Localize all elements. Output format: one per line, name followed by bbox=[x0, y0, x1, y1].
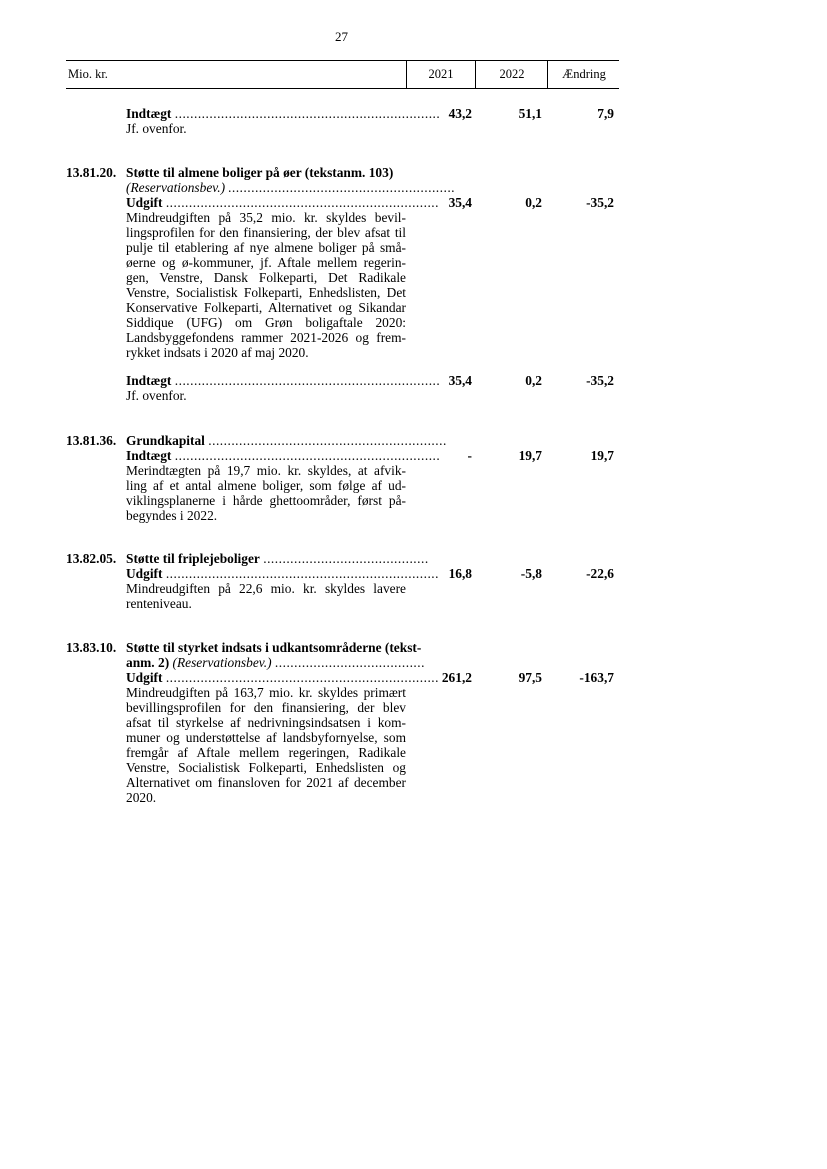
income-row: Indtægt ..................................................................... bbox=[126, 373, 441, 388]
section-title-line2: anm. 2) (Reservationsbev.) ....................................... bbox=[126, 655, 425, 670]
section-title: Støtte til almene boliger på øer (tekstanm. 103) bbox=[126, 165, 394, 180]
income-row: Indtægt ..................................................................... bbox=[126, 106, 441, 121]
section-title-line1: Støtte til styrket indsats i udkantsområderne (tekst- bbox=[126, 640, 422, 655]
value-2022: 0,2 bbox=[525, 373, 542, 388]
expense-description: Mindreudgiften på 22,6 mio. kr. skyldes lavere renteniveau. bbox=[126, 581, 406, 611]
value-2021: 16,8 bbox=[448, 566, 472, 581]
income-description: Jf. ovenfor. bbox=[126, 121, 187, 136]
value-2022: 0,2 bbox=[525, 195, 542, 210]
expense-row: Udgift ....................................................................... bbox=[126, 670, 439, 685]
value-change: -35,2 bbox=[586, 195, 614, 210]
section-title: Støtte til friplejeboliger ........................................... bbox=[126, 551, 429, 566]
subtitle-row: (Reservationsbev.) ........................................................... bbox=[126, 180, 456, 195]
header-unit: Mio. kr. bbox=[68, 67, 108, 81]
table-header bbox=[66, 60, 619, 89]
income-description: Merindtægten på 19,7 mio. kr. skyldes, at afvik- ling af et antal almene boliger, som følge af ud- viklingsplanerne i hårde ghettoområder, først på- begyndes i 2022. bbox=[126, 463, 406, 523]
value-2022: -5,8 bbox=[520, 566, 542, 581]
income-row: Indtægt ..................................................................... bbox=[126, 448, 441, 463]
section-title: Grundkapital .............................................................. bbox=[126, 433, 447, 448]
section-number: 13.81.20. bbox=[66, 165, 117, 180]
value-change: -163,7 bbox=[579, 670, 614, 685]
expense-description: Mindreudgiften på 35,2 mio. kr. skyldes bevil- lingsprofilen for den finansiering, der blev afsat til pulje til etablering af nye almene boliger på små- øerne og ø-kommuner, jf. Aftale mellem regerin- gen, Venstre, Dansk Folkeparti, Det Radikale Venstre, Socialistisk Folkeparti, Enhedslisten, Det Konservative Folkeparti, Alternativet og Sikandar Siddique (UFG) om Grøn boligaftale 2020: Landsbyggefondens rammer 2021-2026 og frem- rykket indsats i 2020 af maj 2020. bbox=[126, 210, 406, 360]
value-2022: 97,5 bbox=[518, 670, 542, 685]
value-change: 7,9 bbox=[597, 106, 614, 121]
value-2021: 35,4 bbox=[448, 373, 472, 388]
section-number: 13.81.36. bbox=[66, 433, 117, 448]
page-number: 27 bbox=[335, 29, 348, 44]
income-description: Jf. ovenfor. bbox=[126, 388, 187, 403]
value-change: -35,2 bbox=[586, 373, 614, 388]
header-change: Ændring bbox=[547, 61, 620, 88]
value-2021: 35,4 bbox=[448, 195, 472, 210]
value-2021: - bbox=[467, 448, 472, 463]
expense-row: Udgift ....................................................................... bbox=[126, 566, 439, 581]
expense-row: Udgift ....................................................................... bbox=[126, 195, 439, 210]
header-2022: 2022 bbox=[475, 61, 548, 88]
expense-description: Mindreudgiften på 163,7 mio. kr. skyldes primært bevillingsprofilen for den finansiering, der blev afsat til styrkelse af nedrivningsindsatsen i kom- muner og understøttelse af landsbyfornyelse, som fremgår af Aftale mellem regeringen, Radikale Venstre, Socialistisk Folkeparti, Enhedslisten og Alternativet om finansloven for 2021 af december 2020. bbox=[126, 685, 406, 805]
value-change: 19,7 bbox=[590, 448, 614, 463]
value-change: -22,6 bbox=[586, 566, 614, 581]
value-2021: 261,2 bbox=[441, 670, 472, 685]
value-2022: 19,7 bbox=[518, 448, 542, 463]
header-2021: 2021 bbox=[406, 61, 475, 88]
value-2021: 43,2 bbox=[448, 106, 472, 121]
section-number: 13.83.10. bbox=[66, 640, 117, 655]
value-2022: 51,1 bbox=[518, 106, 542, 121]
section-number: 13.82.05. bbox=[66, 551, 117, 566]
